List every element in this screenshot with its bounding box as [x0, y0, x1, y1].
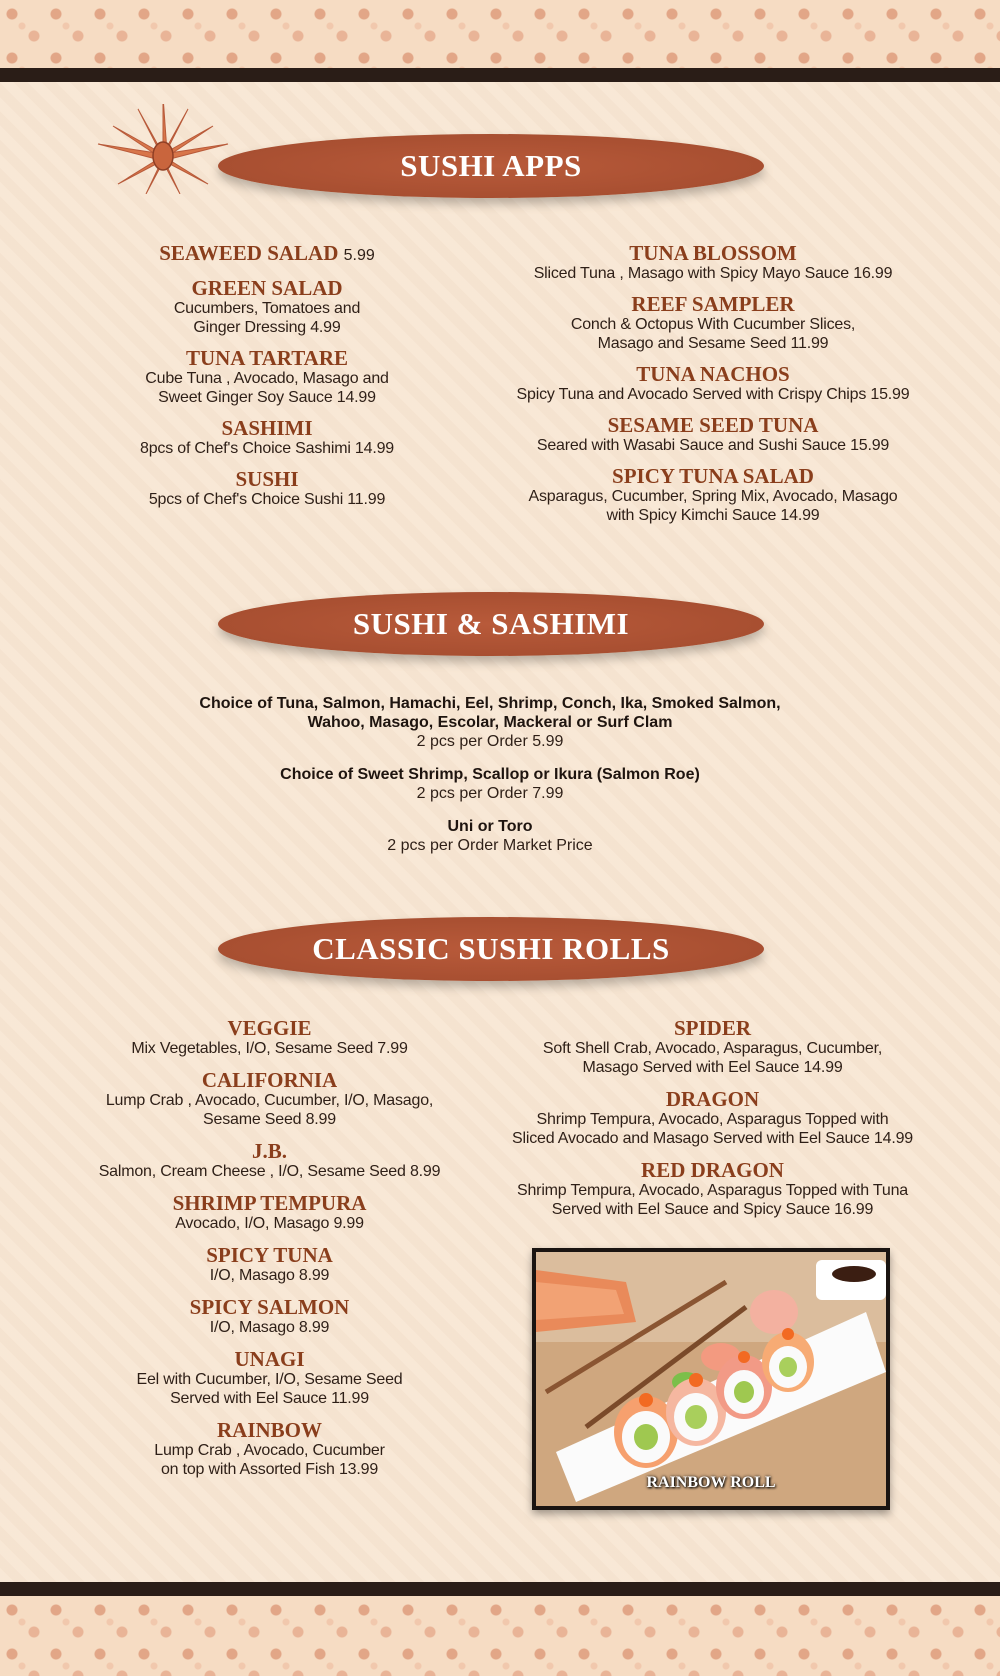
item-name: SPICY SALMON: [189, 1295, 350, 1319]
photo-caption: RAINBOW ROLL: [646, 1474, 776, 1491]
menu-item: [82, 1296, 457, 1337]
menu-item: [488, 293, 938, 353]
menu-item: [490, 1159, 935, 1219]
item-description: Shrimp Tempura, Avocado, Asparagus Topped with Tuna: [517, 1182, 908, 1199]
item-description: Conch & Octopus With Cucumber Slices,: [570, 316, 856, 333]
item-description: on top with Assorted Fish 13.99: [160, 1461, 379, 1478]
item-name: UNAGI: [234, 1347, 305, 1371]
menu-item: [97, 277, 437, 337]
item-description: Shrimp Tempura, Avocado, Asparagus Topped with: [536, 1111, 889, 1128]
item-description: Lump Crab , Avocado, Cucumber, I/O, Masago,: [105, 1092, 434, 1109]
item-name: GREEN SALAD: [191, 276, 343, 300]
item-name: SPIDER: [673, 1016, 752, 1040]
menu-item: [490, 1088, 935, 1148]
menu-item: [488, 363, 938, 404]
sushi-apps-left-column: [97, 242, 437, 519]
section-title: CLASSIC SUSHI ROLLS: [312, 931, 670, 966]
item-description: Sweet Ginger Soy Sauce 14.99: [158, 389, 376, 406]
sushi-sashimi-list: [150, 694, 830, 869]
classic-rolls-left-column: [82, 1017, 457, 1489]
section-title: SUSHI APPS: [400, 148, 582, 183]
menu-item: [97, 242, 437, 267]
menu-item: [97, 417, 437, 458]
rainbow-roll-photo: [532, 1248, 890, 1510]
item-description: 8pcs of Chef's Choice Sashimi 14.99: [140, 440, 394, 457]
item-title: Choice of Tuna, Salmon, Hamachi, Eel, Shrimp, Conch, Ika, Smoked Salmon,: [199, 695, 781, 712]
item-name: TUNA TARTARE: [185, 346, 349, 370]
menu-item: [82, 1244, 457, 1285]
item-name: TUNA NACHOS: [636, 362, 790, 386]
item-description: Cube Tuna , Avocado, Masago and: [145, 370, 389, 387]
menu-item: [82, 1348, 457, 1408]
item-description: Soft Shell Crab, Avocado, Asparagus, Cucumber,: [542, 1040, 883, 1057]
menu-item: [488, 465, 938, 525]
section-title: SUSHI & SASHIMI: [352, 606, 630, 641]
item-price: 2 pcs per Order 5.99: [416, 733, 564, 750]
sushi-plate-illustration: [536, 1252, 886, 1506]
item-description: I/O, Masago 8.99: [209, 1319, 330, 1336]
item-title: Uni or Toro: [447, 818, 533, 835]
item-name: CALIFORNIA: [201, 1068, 338, 1092]
item-description: I/O, Masago 8.99: [209, 1267, 330, 1284]
palm-logo-icon: [88, 104, 238, 194]
decorative-pattern-top: [0, 0, 1000, 68]
item-description: Sliced Tuna , Masago with Spicy Mayo Sauce 16.99: [533, 265, 893, 282]
item-name: RED DRAGON: [641, 1158, 784, 1182]
item-description: Sliced Avocado and Masago Served with Eel Sauce 14.99: [512, 1130, 913, 1147]
item-description: Cucumbers, Tomatoes and: [173, 300, 361, 317]
item-name: J.B.: [251, 1139, 287, 1163]
item-name: SEAWEED SALAD: [159, 241, 339, 265]
item-title: Choice of Sweet Shrimp, Scallop or Ikura (Salmon Roe): [280, 766, 700, 783]
item-description: Avocado, I/O, Masago 9.99: [175, 1215, 364, 1232]
item-name: TUNA BLOSSOM: [629, 241, 797, 265]
item-description: Asparagus, Cucumber, Spring Mix, Avocado, Masago: [528, 488, 898, 505]
item-name: SHRIMP TEMPURA: [172, 1191, 367, 1215]
item-name: DRAGON: [665, 1087, 760, 1111]
menu-item: [82, 1192, 457, 1233]
list-item: [150, 694, 830, 751]
footer-divider-bar: [0, 1582, 1000, 1596]
menu-item: [488, 242, 938, 283]
item-name: SUSHI: [235, 467, 299, 491]
item-description: Served with Eel Sauce and Spicy Sauce 16.99: [551, 1201, 874, 1218]
header-divider-bar: [0, 68, 1000, 82]
menu-item: [82, 1140, 457, 1181]
item-description: Sesame Seed 8.99: [203, 1111, 336, 1128]
list-item: [150, 765, 830, 803]
item-name: SASHIMI: [221, 416, 313, 440]
item-name: RAINBOW: [216, 1418, 322, 1442]
item-price: 5.99: [343, 247, 375, 264]
item-description: with Spicy Kimchi Sauce 14.99: [606, 507, 820, 524]
item-description: Ginger Dressing 4.99: [193, 319, 341, 336]
menu-page: [0, 82, 1000, 1582]
menu-item: [97, 468, 437, 509]
item-description: 5pcs of Chef's Choice Sushi 11.99: [148, 491, 386, 508]
section-header-classic-rolls: [218, 917, 764, 981]
item-name: SPICY TUNA SALAD: [612, 464, 814, 488]
classic-rolls-right-column: [490, 1017, 935, 1229]
item-price: 2 pcs per Order 7.99: [416, 785, 564, 802]
menu-item: [82, 1017, 457, 1058]
item-name: SPICY TUNA: [206, 1243, 333, 1267]
list-item: [150, 817, 830, 855]
item-name: VEGGIE: [227, 1016, 312, 1040]
item-description: Masago Served with Eel Sauce 14.99: [582, 1059, 843, 1076]
item-name: REEF SAMPLER: [631, 292, 795, 316]
menu-item: [488, 414, 938, 455]
item-price: 2 pcs per Order Market Price: [387, 837, 593, 854]
item-description: Mix Vegetables, I/O, Sesame Seed 7.99: [131, 1040, 408, 1057]
item-description: Salmon, Cream Cheese , I/O, Sesame Seed 8.99: [98, 1163, 441, 1180]
decorative-pattern-bottom: [0, 1596, 1000, 1676]
item-description: Served with Eel Sauce 11.99: [170, 1390, 369, 1407]
sushi-apps-right-column: [488, 242, 938, 535]
menu-item: [490, 1017, 935, 1077]
item-description: Lump Crab , Avocado, Cucumber: [154, 1442, 385, 1459]
item-description: Eel with Cucumber, I/O, Sesame Seed: [136, 1371, 403, 1388]
item-description: Seared with Wasabi Sauce and Sushi Sauce 15.99: [536, 437, 890, 454]
menu-item: [97, 347, 437, 407]
item-title: Wahoo, Masago, Escolar, Mackeral or Surf Clam: [307, 714, 673, 731]
item-description: Masago and Sesame Seed 11.99: [597, 335, 829, 352]
item-name: SESAME SEED TUNA: [607, 413, 819, 437]
section-header-sushi-apps: [218, 134, 764, 198]
menu-item: [82, 1419, 457, 1479]
section-header-sushi-sashimi: [218, 592, 764, 656]
item-description: Spicy Tuna and Avocado Served with Crispy Chips 15.99: [516, 386, 910, 403]
menu-item: [82, 1069, 457, 1129]
